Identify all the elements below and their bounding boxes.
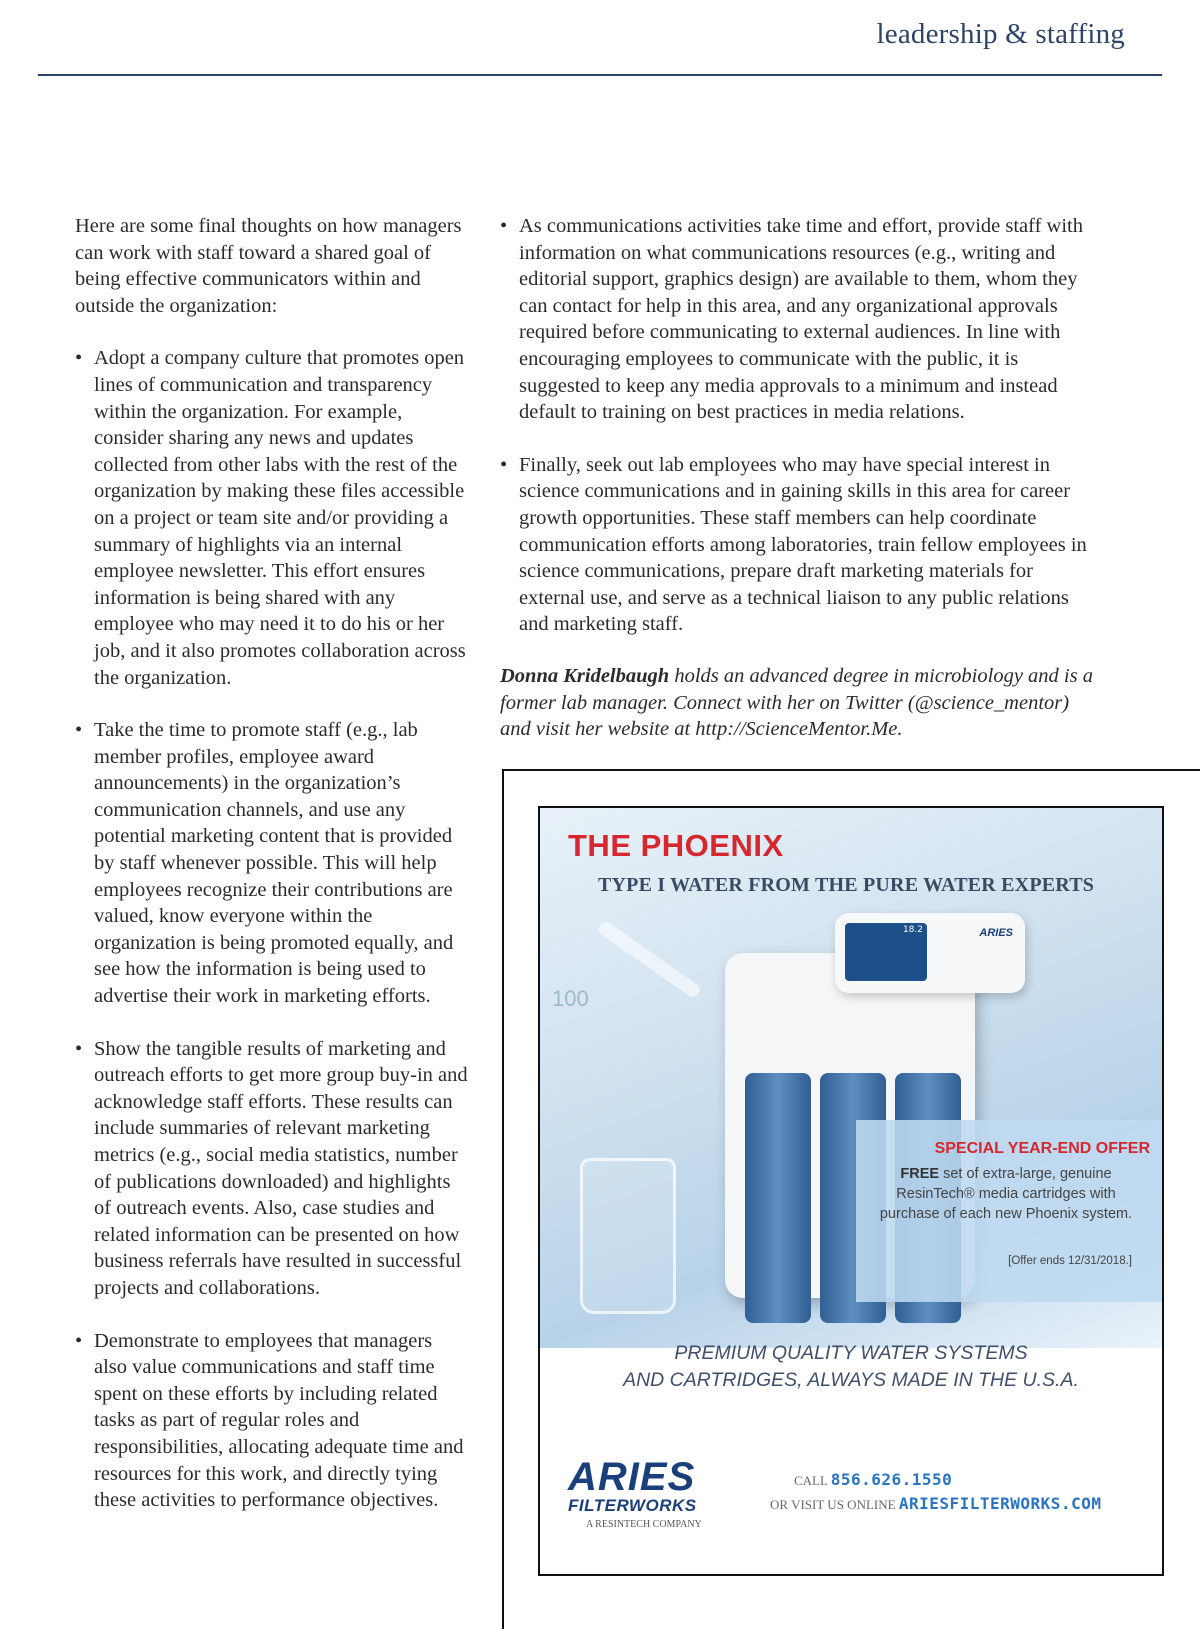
ad-contact: CALL 856.626.1550 OR VISIT US ONLINE ARIESFILTERWORKS.COM [770, 1470, 1102, 1513]
author-bio-text: holds an advanced degree in microbiology and is a former lab manager. Connect with her on Twitter (@science_mentor) and visit her website at http://ScienceMentor.Me. [500, 664, 1093, 741]
article-intro: Here are some final thoughts on how managers can work with staff toward a shared goal of being effective communicators within and outside the organization: [75, 215, 462, 317]
glass-marking: 100 [552, 986, 589, 1011]
author-name: Donna Kridelbaugh [500, 664, 670, 687]
offer-box [856, 1120, 1162, 1302]
article-column-right [500, 213, 1100, 743]
advertisement[interactable] [538, 806, 1164, 1576]
list-item: • Adopt a company culture that promotes open lines of communication and transparency within the organization. For example, consider sharing any news and updates collected from other labs with the rest of the organization by making these files accessible on a project or team site and/or providing a summary of highlights via an internal employee newsletter. This effort ensures information is being shared with any employee who may need it to do his or her job, and it also promotes collaboration across the organization. [75, 347, 466, 689]
offer-title: SPECIAL YEAR-END OFFER [934, 1140, 1150, 1157]
author-bio [500, 663, 1100, 743]
website-link[interactable]: ARIESFILTERWORKS.COM [898, 1494, 1102, 1513]
bullet-list-right [500, 213, 1100, 638]
list-item: • Demonstrate to employees that managers also value communications and staff time spent on these efforts by including related tasks as part of regular roles and responsibilities, allocating adequate time and resources for this work, and directly tying these activities to performance objectives. [75, 1329, 464, 1512]
article-column-left [75, 213, 470, 1540]
list-item: • Finally, seek out lab employees who may have special interest in science communications and in gaining skills in this area for career growth opportunities. These staff members can help coordinate communication efforts among laboratories, train fellow employees in science communications, prepare draft marketing materials for external use, and serve as a technical liaison to any public relations and marketing staff. [500, 453, 1087, 636]
section-label: leadership & staffing [876, 18, 1125, 50]
machine-screen [845, 923, 927, 981]
cartridge-graphic [745, 1073, 811, 1323]
ad-subtitle: TYPE I WATER FROM THE PURE WATER EXPERTS [598, 874, 1095, 896]
list-item: • As communications activities take time and effort, provide staff with information on what communications resources (e.g., writing and editorial support, graphics design) are available to them, whom they can contact for help in this area, and any organizational approvals required before communicating to external audiences. In line with encouraging employees to communicate with the public, it is suggested to keep any media approvals to a minimum and instead default to training on best practices in media relations. [500, 215, 1083, 424]
premium-tagline: PREMIUM QUALITY WATER SYSTEMS AND CARTRIDGES, ALWAYS MADE IN THE U.S.A. [623, 1342, 1079, 1391]
machine-brand: ARIES [979, 927, 1013, 939]
aries-filterworks-logo: ARIES FILTERWORKS A RESINTECH COMPANY [568, 1455, 702, 1530]
list-item: • Show the tangible results of marketing and outreach efforts to get more group buy-in and acknowledge staff efforts. These results can include summaries of relevant marketing metrics (e.g., social media statistics, number of publications downloaded) and highlights of outreach events. Also, case studies and related information can be presented on how business referrals have resulted in successful projects and collaborations. [75, 1037, 468, 1299]
screen-value: 18.2 [902, 925, 923, 935]
list-item: • Take the time to promote staff (e.g., lab member profiles, employee award announcements) in the organization’s communication channels, and use any potential marketing content that is provided by staff whenever possible. This will help employees recognize their contributions are valued, know everyone within the organization is being promoted equally, and see how the information is being used to advertise their work in marketing efforts. [75, 719, 454, 1008]
beaker-graphic [580, 1158, 676, 1314]
phone-number[interactable]: 856.626.1550 [830, 1470, 953, 1489]
header-rule [38, 74, 1162, 76]
offer-text: FREE set of extra-large, genuine ResinTech® media cartridges with purchase of each new Phoenix system. [879, 1166, 1133, 1222]
bullet-list-left [75, 345, 470, 1513]
machine-head [835, 913, 1025, 993]
ad-title: THE PHOENIX [568, 828, 784, 863]
offer-note: [Offer ends 12/31/2018.] [1008, 1255, 1132, 1267]
